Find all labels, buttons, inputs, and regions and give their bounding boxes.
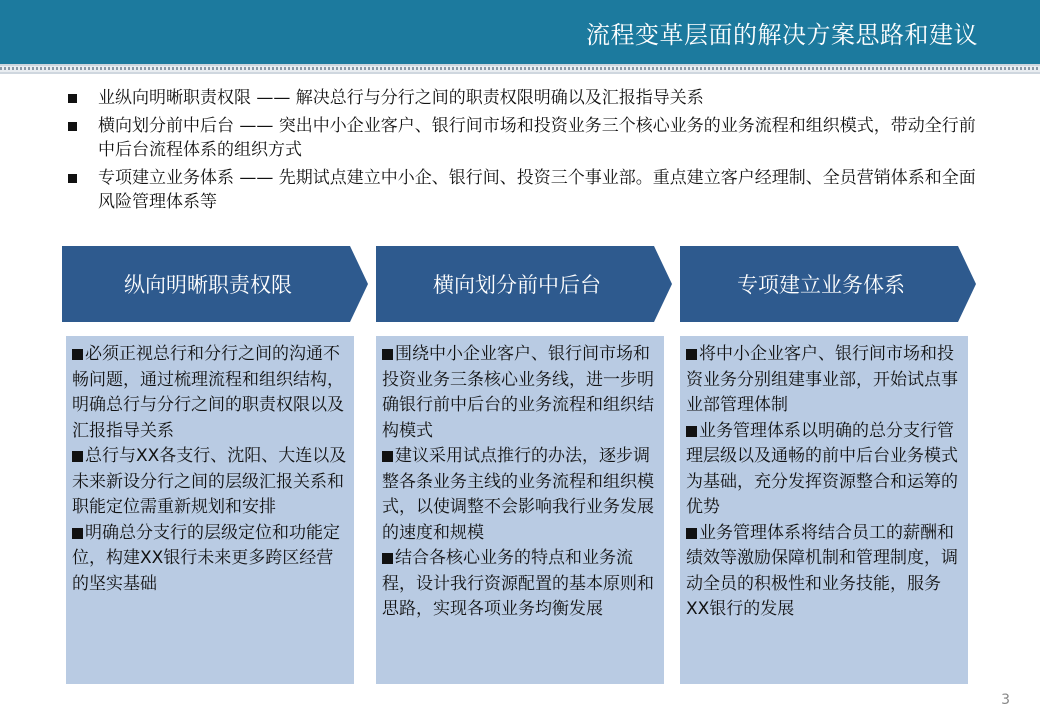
column-heading-2: 横向划分前中后台 [433, 273, 601, 297]
square-bullet-icon [68, 174, 77, 183]
column-heading-arrow-1 [62, 246, 368, 322]
panel-item-text: 围绕中小企业客户、银行间市场和投资业务三条核心业务线，进一步明确银行前中后台的业务流程和组织结构模式 [382, 344, 654, 441]
square-bullet-icon [686, 426, 697, 437]
column-heading-3: 专项建立业务体系 [737, 273, 905, 297]
column-heading-1: 纵向明晰职责权限 [124, 273, 292, 297]
summary-bullet-text: 专项建立业务体系 —— 先期试点建立中小企、银行间、投资三个事业部。重点建立客户经理制、全员营销体系和全面风险管理体系等 [98, 168, 976, 212]
panel-item [382, 342, 658, 444]
page-title: 流程变革层面的解决方案思路和建议 [586, 21, 978, 49]
panel-item [382, 546, 658, 623]
panel-item [686, 419, 962, 521]
page-number: 3 [1001, 692, 1010, 708]
summary-bullet [68, 166, 988, 214]
panel-item-text: 结合各核心业务的特点和业务流程，设计我行资源配置的基本原则和思路，实现各项业务均衡发展 [382, 548, 654, 619]
panel-item [686, 342, 962, 419]
column-panel-3 [680, 336, 968, 684]
panel-item [686, 521, 962, 623]
panel-item-text: 将中小企业客户、银行间市场和投资业务分别组建事业部，开始试点事业部管理体制 [686, 344, 958, 415]
title-bar [0, 0, 1040, 64]
summary-bullet-list [68, 86, 988, 218]
summary-bullet-text: 业纵向明晰职责权限 —— 解决总行与分行之间的职责权限明确以及汇报指导关系 [98, 88, 704, 108]
panel-item-text: 建议采用试点推行的办法，逐步调整各条业务主线的业务流程和组织模式，以使调整不会影响我行业务发展的速度和规模 [382, 446, 654, 543]
panel-item-text: 明确总分支行的层级定位和功能定位，构建XX银行未来更多跨区经营的坚实基础 [72, 522, 340, 594]
decorative-divider [0, 64, 1040, 74]
panel-item-text: 必须正视总行和分行之间的沟通不畅问题，通过梳理流程和组织结构，明确总行与分行之间的职责权限以及汇报指导关系 [72, 344, 344, 441]
square-bullet-icon [382, 451, 393, 462]
square-bullet-icon [382, 553, 393, 564]
square-bullet-icon [68, 122, 77, 131]
panel-item [72, 342, 348, 444]
panel-item [382, 444, 658, 546]
square-bullet-icon [72, 528, 83, 539]
square-bullet-icon [72, 451, 83, 462]
panel-item-text: 总行与XX各支行、沈阳、大连以及未来新设分行之间的层级汇报关系和职能定位需重新规划和安排 [72, 446, 347, 517]
square-bullet-icon [686, 528, 697, 539]
summary-bullet-text: 横向划分前中后台 —— 突出中小企业客户、银行间市场和投资业务三个核心业务的业务流程和组织模式，带动全行前中后台流程体系的组织方式 [98, 116, 976, 160]
square-bullet-icon [68, 94, 77, 103]
square-bullet-icon [72, 349, 83, 360]
panel-item-text: 业务管理体系将结合员工的薪酬和绩效等激励保障机制和管理制度，调动全员的积极性和业务技能，服务XX银行的发展 [686, 522, 958, 619]
square-bullet-icon [686, 349, 697, 360]
summary-bullet [68, 86, 988, 110]
column-heading-arrow-3 [680, 246, 976, 322]
panel-item-text: 业务管理体系以明确的总分支行管理层级以及通畅的前中后台业务模式为基础，充分发挥资源整合和运筹的优势 [686, 420, 958, 517]
panel-item [72, 444, 348, 521]
column-heading-arrow-2 [376, 246, 672, 322]
panel-item [72, 521, 348, 598]
summary-bullet [68, 114, 988, 162]
column-panel-2 [376, 336, 664, 684]
square-bullet-icon [382, 349, 393, 360]
column-panel-1 [66, 336, 354, 684]
